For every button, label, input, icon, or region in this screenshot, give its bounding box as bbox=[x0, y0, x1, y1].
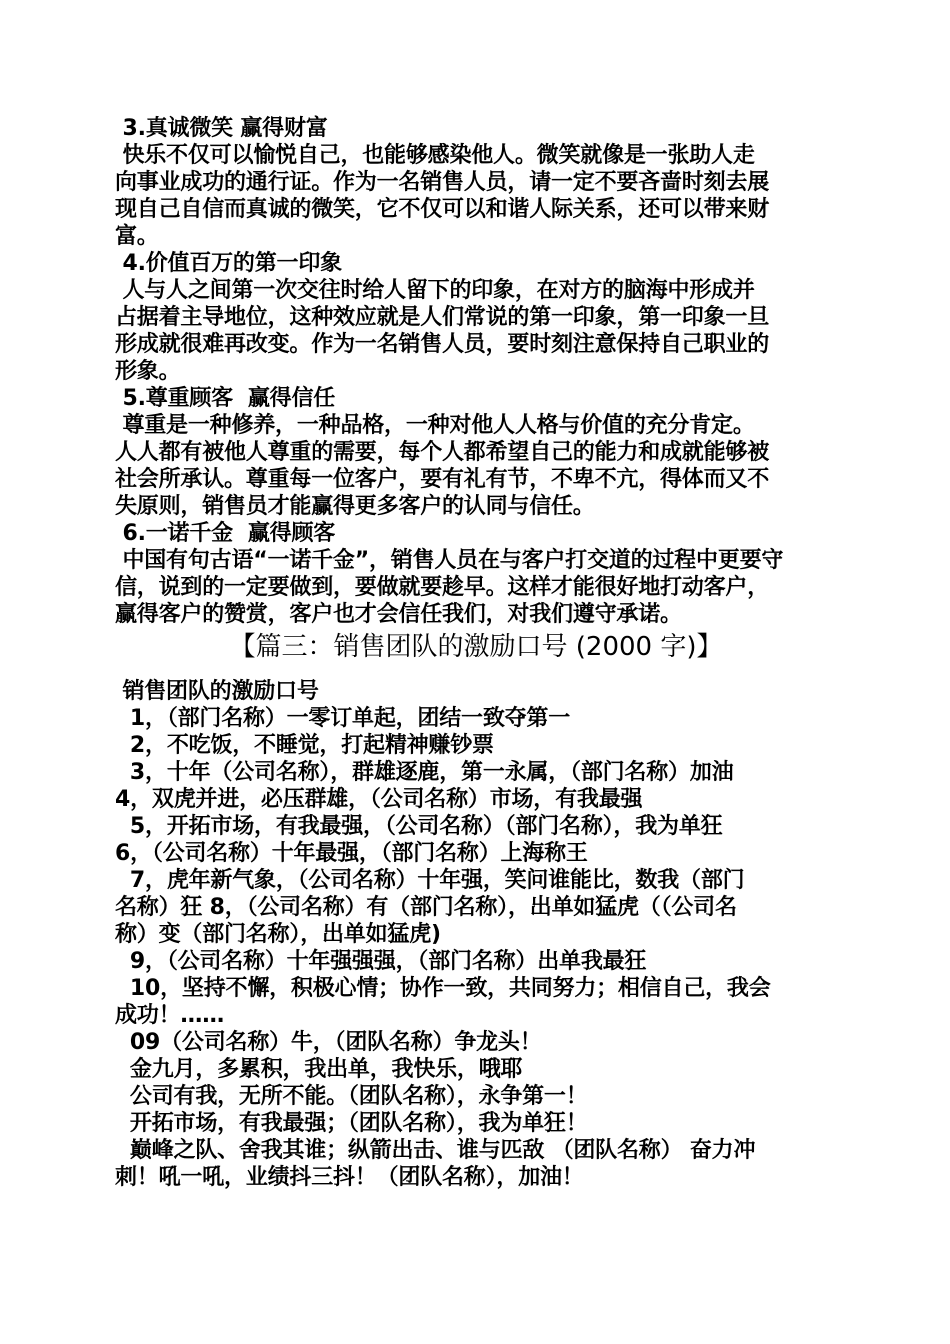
paragraph-line: 现自己自信而真诚的微笑，它不仅可以和谐人际关系，还可以带来财 bbox=[115, 197, 770, 222]
paragraph-line: 快乐不仅可以愉悦自己，也能够感染他人。微笑就像是一张助人走 bbox=[115, 143, 755, 168]
slogan-line: 巅峰之队、舍我其谁；纵箭出击、谁与匹敌 （团队名称） 奋力冲 bbox=[115, 1138, 756, 1163]
slogan-line: 称）变（部门名称），出单如猛虎) bbox=[115, 922, 441, 947]
slogan-line: 3，十年（公司名称），群雄逐鹿，第一永属，（部门名称）加油 bbox=[115, 760, 734, 785]
paragraph-line: 尊重是一种修养，一种品格，一种对他人人格与价值的充分肯定。 bbox=[115, 413, 755, 438]
paragraph-line: 人人都有被他人尊重的需要，每个人都希望自己的能力和成就能够被 bbox=[115, 440, 770, 465]
slogan-line: 10，坚持不懈，积极心情；协作一致，共同努力；相信自己，我会 bbox=[115, 976, 771, 1001]
section-heading: 6.一诺千金 赢得顾客 bbox=[115, 521, 336, 546]
section-first-impression bbox=[115, 250, 837, 385]
slogan-list bbox=[115, 678, 837, 1191]
paragraph-line: 向事业成功的通行证。作为一名销售人员，请一定不要吝啬时刻去展 bbox=[115, 170, 770, 195]
slogan-line: 成功！…… bbox=[115, 1003, 225, 1028]
slogan-line: 9，（公司名称）十年强强强，（部门名称）出单我最狂 bbox=[115, 949, 647, 974]
chapter-title: 【篇三：销售团队的激励口号 (2000 字)】 bbox=[229, 632, 723, 662]
document-page bbox=[115, 115, 837, 1191]
paragraph-line: 形象。 bbox=[115, 359, 181, 384]
slogan-line: 09（公司名称）牛，（团队名称）争龙头！ bbox=[115, 1030, 542, 1055]
paragraph-line: 中国有句古语“一诺千金”，销售人员在与客户打交道的过程中更要守 bbox=[115, 548, 784, 573]
slogan-line: 4，双虎并进，必压群雄，（公司名称）市场，有我最强 bbox=[115, 787, 643, 812]
section-smile bbox=[115, 115, 837, 250]
section-respect bbox=[115, 385, 837, 520]
slogan-line: 金九月，多累积，我出单，我快乐，哦耶 bbox=[115, 1057, 523, 1082]
paragraph-line: 富。 bbox=[115, 224, 159, 249]
slogan-line: 6，（公司名称）十年最强，（部门名称）上海称王 bbox=[115, 841, 588, 866]
section-heading: 5.尊重顾客 赢得信任 bbox=[115, 386, 336, 411]
slogan-line: 5，开拓市场，有我最强，（公司名称）（部门名称），我为单狂 bbox=[115, 814, 723, 839]
paragraph-line: 人与人之间第一次交往时给人留下的印象，在对方的脑海中形成并 bbox=[115, 278, 755, 303]
paragraph-line: 信，说到的一定要做到，要做就要趁早。这样才能很好地打动客户， bbox=[115, 575, 770, 600]
slogan-line: 名称）狂 8，（公司名称）有（部门名称），出单如猛虎（（公司名 bbox=[115, 895, 737, 920]
slogan-list-title: 销售团队的激励口号 bbox=[115, 679, 319, 704]
paragraph-line: 占据着主导地位，这种效应就是人们常说的第一印象，第一印象一旦 bbox=[115, 305, 770, 330]
slogan-line: 7，虎年新气象，（公司名称）十年强，笑问谁能比，数我（部门 bbox=[115, 868, 745, 893]
paragraph-line: 失原则，销售员才能赢得更多客户的认同与信任。 bbox=[115, 494, 595, 519]
section-heading: 3.真诚微笑 赢得财富 bbox=[115, 116, 328, 141]
paragraph-line: 赢得客户的赞赏，客户也才会信任我们，对我们遵守承诺。 bbox=[115, 602, 682, 627]
paragraph-line: 形成就很难再改变。作为一名销售人员，要时刻注意保持自己职业的 bbox=[115, 332, 770, 357]
slogan-line: 刺！吼一吼，业绩抖三抖！（团队名称），加油！ bbox=[115, 1165, 584, 1190]
slogan-line: 2，不吃饭，不睡觉，打起精神赚钞票 bbox=[115, 733, 494, 758]
section-promise bbox=[115, 520, 837, 628]
slogan-line: 1，（部门名称）一零订单起，团结一致夺第一 bbox=[115, 706, 571, 731]
slogan-line: 公司有我，无所不能。（团队名称），永争第一！ bbox=[115, 1084, 588, 1109]
section-heading: 4.价值百万的第一印象 bbox=[115, 251, 342, 276]
paragraph-line: 社会所承认。尊重每一位客户，要有礼有节，不卑不亢，得体而又不 bbox=[115, 467, 770, 492]
slogan-line: 开拓市场，有我最强；（团队名称），我为单狂！ bbox=[115, 1111, 588, 1136]
